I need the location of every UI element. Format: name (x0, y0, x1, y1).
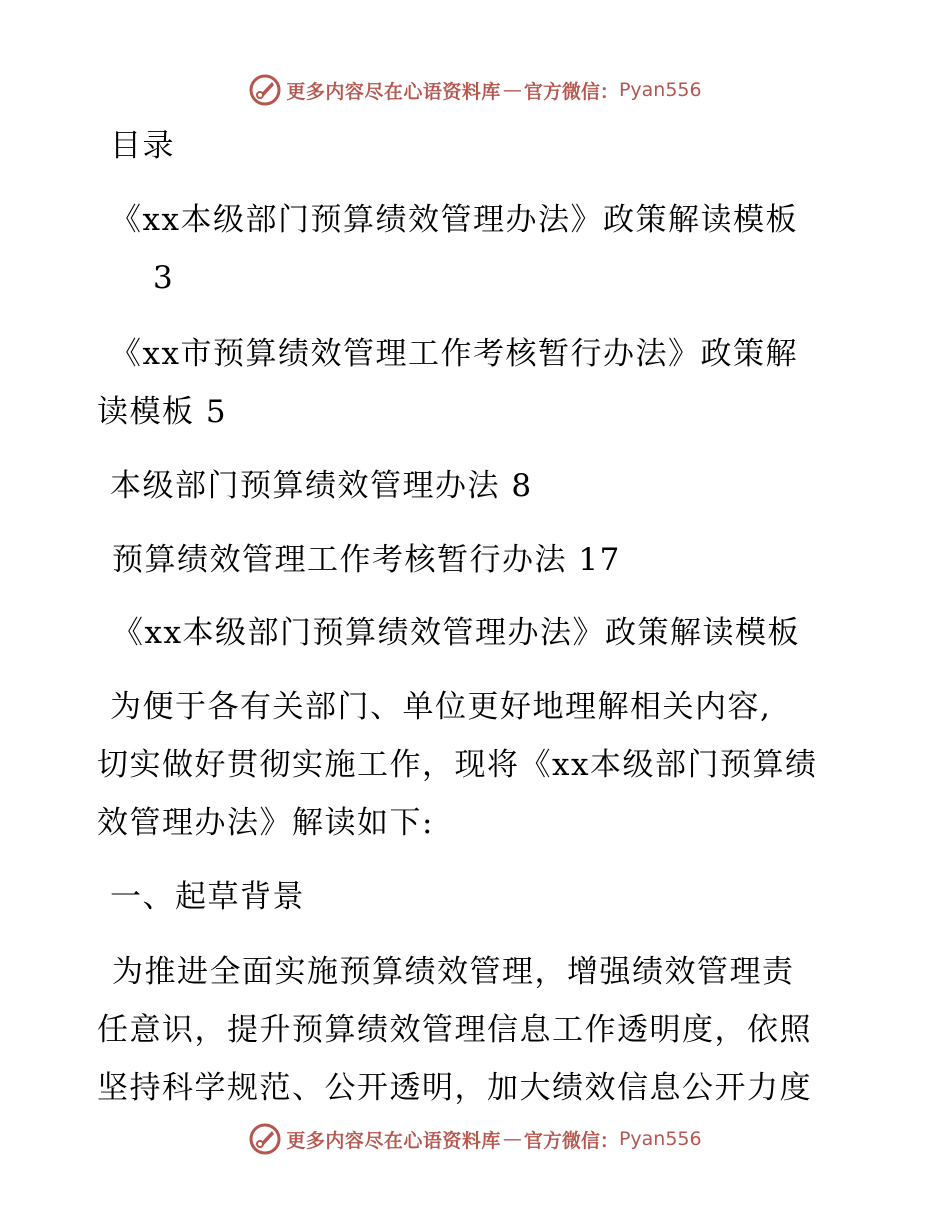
watermark-label: 官方微信： (523, 80, 619, 103)
toc-entry-2-line1: 《xx市预算绩效管理工作考核暂行办法》政策解 (110, 336, 798, 372)
quill-logo-icon (248, 1122, 282, 1156)
watermark-brand: 更多内容尽在心语资料库 (286, 1129, 501, 1152)
toc-title: 目录 (110, 128, 175, 164)
section-1-heading: 一、起草背景 (110, 879, 305, 915)
quill-logo-icon (248, 73, 282, 107)
intro-line-2: 切实做好贯彻实施工作，现将《xx本级部门预算绩 (97, 747, 818, 783)
section-1-line-2: 任意识，提升预算绩效管理信息工作透明度，依照 (97, 1012, 812, 1048)
watermark-footer (0, 1119, 950, 1159)
toc-entry-3: 本级部门预算绩效管理办法 8 (110, 468, 533, 504)
intro-line-3: 效管理办法》解读如下: (97, 805, 434, 841)
toc-entry-1-text: 《xx本级部门预算绩效管理办法》政策解读模板 (110, 202, 798, 238)
toc-entry-2-line2: 读模板 5 (97, 394, 228, 430)
watermark-header (0, 70, 950, 110)
toc-entry-4: 预算绩效管理工作考核暂行办法 17 (112, 542, 621, 578)
document-title: 《xx本级部门预算绩效管理办法》政策解读模板 (112, 615, 800, 651)
section-1-line-3: 坚持科学规范、公开透明，加大绩效信息公开力度 (97, 1070, 812, 1106)
watermark-dash: — (502, 79, 522, 101)
watermark-id: Pyan556 (618, 1128, 702, 1150)
toc-entry-1-page: 3 (153, 260, 175, 296)
section-1-line-1: 为推进全面实施预算绩效管理，增强绩效管理责 (112, 954, 795, 990)
intro-line-1: 为便于各有关部门、单位更好地理解相关内容, (110, 689, 772, 725)
watermark-label: 官方微信： (523, 1129, 619, 1152)
watermark-dash: — (502, 1128, 522, 1150)
watermark-brand: 更多内容尽在心语资料库 (286, 80, 501, 103)
watermark-id: Pyan556 (618, 79, 702, 101)
